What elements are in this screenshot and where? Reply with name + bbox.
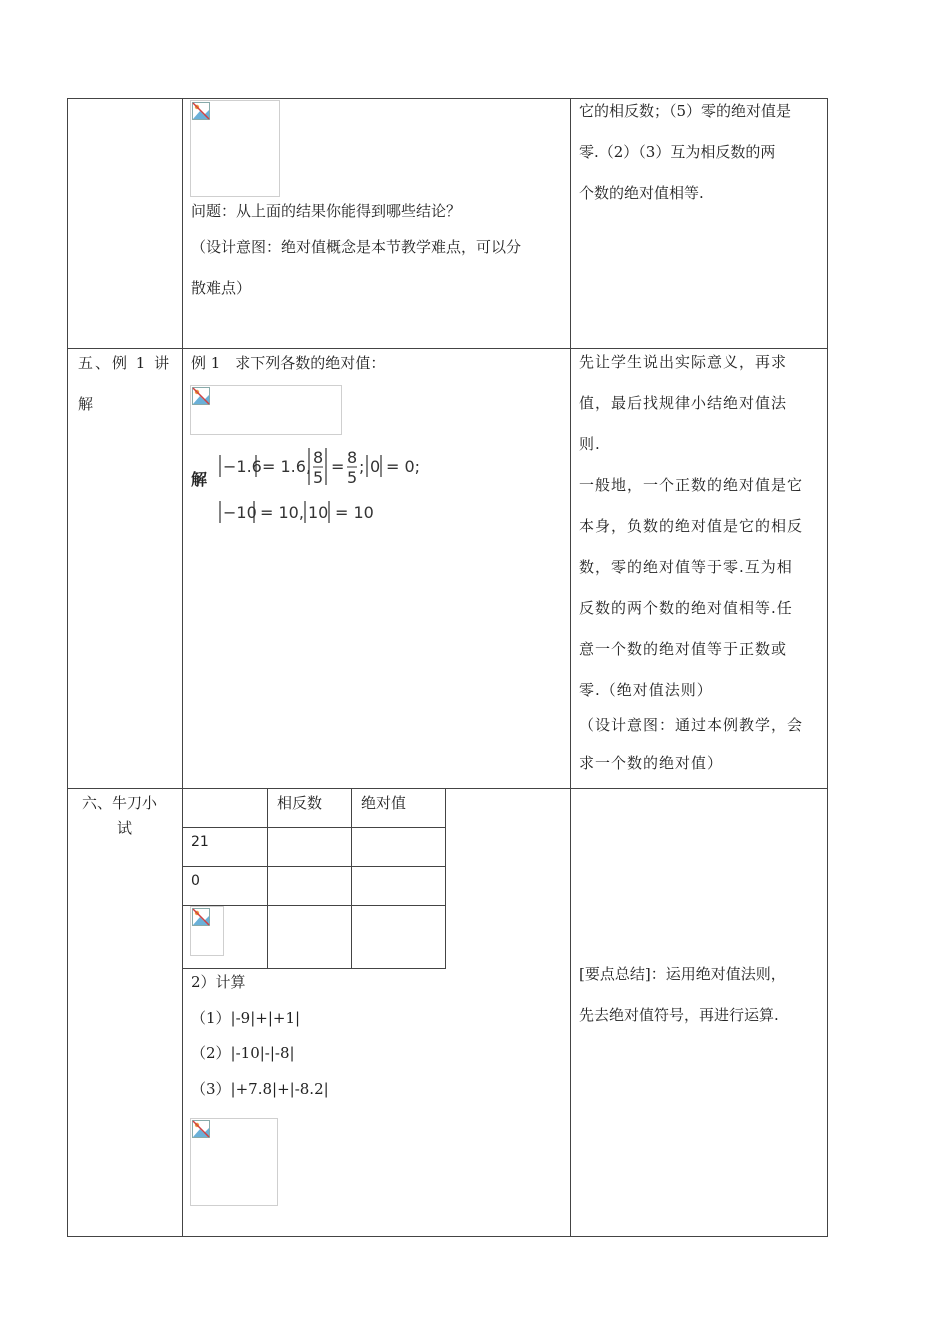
- note-line: 意一个数的绝对值等于正数或: [579, 640, 788, 658]
- section-label-line-1: 五、例 1 讲: [78, 354, 172, 372]
- note-line: 求一个数的绝对值）: [579, 754, 724, 772]
- svg-text:= 0;: = 0;: [386, 457, 421, 476]
- svg-text:−1.6: −1.6: [223, 457, 262, 476]
- svg-text:−10: −10: [223, 503, 257, 522]
- svg-text:0: 0: [370, 457, 381, 476]
- calc-title: 2）计算: [191, 973, 246, 991]
- section-label-line-2: 试: [117, 819, 133, 837]
- broken-image-icon: [192, 102, 210, 120]
- note-line: 反数的两个数的绝对值相等.任: [579, 599, 793, 617]
- example-title: 例 1 求下列各数的绝对值：: [191, 354, 386, 372]
- table-right-border: [827, 98, 828, 1237]
- svg-text:= 10: = 10: [335, 503, 374, 522]
- broken-image-icon: [192, 1120, 210, 1138]
- table-cell: 21: [191, 834, 209, 850]
- broken-image-placeholder: [190, 385, 342, 435]
- broken-image-icon: [192, 387, 210, 405]
- summary-line-1: [要点总结]：运用绝对值法则，: [579, 965, 786, 983]
- broken-image-icon: [192, 908, 210, 926]
- practice-table: [182, 789, 446, 969]
- note-line: 先让学生说出实际意义，再求: [579, 353, 788, 371]
- table-cell: 0: [191, 873, 200, 889]
- note-line: 一般地，一个正数的绝对值是它: [579, 476, 804, 494]
- table-header-cell: 相反数: [277, 794, 323, 812]
- calc-item: （2）|-10|-|-8|: [191, 1044, 295, 1062]
- svg-text:8: 8: [347, 448, 358, 467]
- solution-label: 解: [191, 470, 208, 489]
- svg-text:= 1.6,: = 1.6,: [262, 457, 312, 476]
- section-label-line-1: 六、牛刀小: [82, 794, 158, 812]
- conclusion-line-1: 它的相反数；（5）零的绝对值是: [579, 102, 792, 120]
- table-left-border: [67, 98, 68, 1237]
- svg-text:=: =: [331, 457, 345, 476]
- calc-item: （1）|-9|+|+1|: [191, 1009, 301, 1027]
- question-text: 问题：从上面的结果你能得到哪些结论？: [191, 202, 462, 220]
- solution-math-line-2: [218, 498, 378, 526]
- note-line: 零.（绝对值法则）: [579, 681, 713, 699]
- svg-text:5: 5: [347, 468, 358, 487]
- conclusion-line-2: 零.（2）（3）互为相反数的两: [579, 143, 776, 161]
- design-intent-line-1: （设计意图：绝对值概念是本节教学难点，可以分: [191, 238, 522, 256]
- svg-text:10: 10: [308, 503, 329, 522]
- broken-image-placeholder: [190, 906, 224, 956]
- note-line: （设计意图：通过本例教学，会: [579, 716, 804, 734]
- column-divider-1: [182, 98, 183, 1237]
- conclusion-line-3: 个数的绝对值相等.: [579, 184, 704, 202]
- svg-text:= 10,: = 10,: [260, 503, 304, 522]
- summary-line-2: 先去绝对值符号，再进行运算.: [579, 1006, 779, 1024]
- svg-text:8: 8: [313, 448, 324, 467]
- design-intent-line-2: 散难点）: [191, 279, 252, 297]
- note-line: 则.: [579, 435, 601, 453]
- column-divider-2: [570, 98, 571, 1237]
- broken-image-placeholder: [190, 1118, 278, 1206]
- teaching-notes: [579, 342, 824, 784]
- svg-text:5: 5: [313, 468, 324, 487]
- note-line: 本身，负数的绝对值是它的相反: [579, 517, 804, 535]
- section-label-line-2: 解: [78, 395, 94, 413]
- table-header-cell: 绝对值: [361, 794, 407, 812]
- broken-image-placeholder: [190, 100, 280, 197]
- note-line: 数，零的绝对值等于零.互为相: [579, 558, 793, 576]
- solution-math-line-1: [218, 446, 438, 494]
- svg-text:;: ;: [359, 457, 365, 476]
- note-line: 值，最后找规律小结绝对值法: [579, 394, 788, 412]
- calc-item: （3）|+7.8|+|-8.2|: [191, 1080, 329, 1098]
